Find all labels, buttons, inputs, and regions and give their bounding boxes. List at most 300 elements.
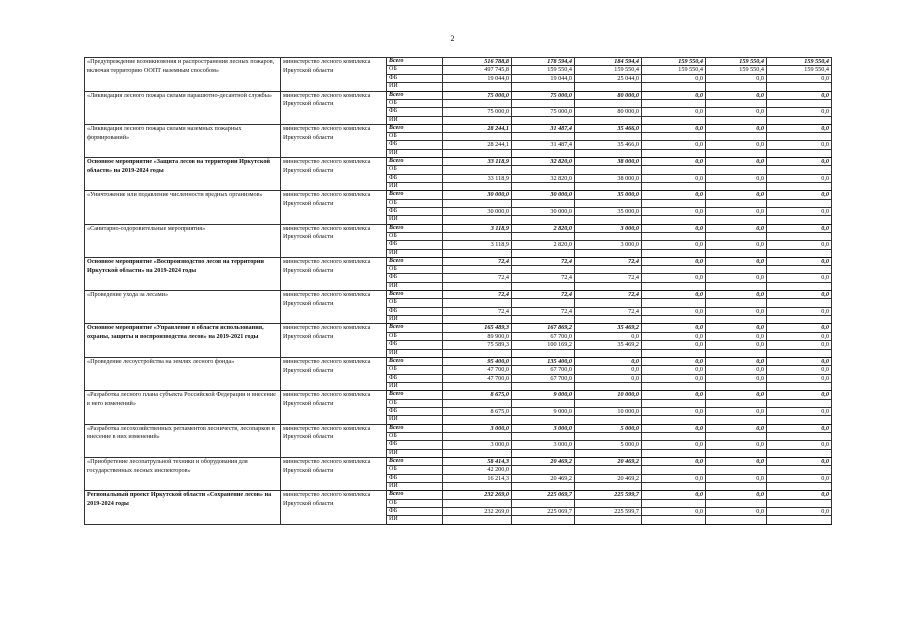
amount-cell: 20 469,2: [512, 474, 575, 482]
amount-cell: 0,0: [706, 507, 767, 515]
responsible-executor: министерство лесного комплекса Иркутской области: [281, 357, 387, 391]
responsible-executor: министерство лесного комплекса Иркутской области: [281, 257, 387, 290]
amount-cell: 0,0: [642, 108, 706, 116]
amount-cell: [706, 483, 767, 491]
amount-cell: 0,0: [642, 366, 706, 374]
amount-cell: 31 487,4: [512, 141, 575, 149]
funding-source: Всего: [387, 491, 443, 499]
amount-cell: [512, 266, 575, 274]
amount-cell: [767, 432, 832, 440]
amount-cell: [642, 399, 706, 407]
amount-cell: 167 869,2: [512, 324, 575, 332]
amount-cell: 0,0: [706, 324, 767, 332]
amount-cell: [642, 166, 706, 174]
amount-cell: 0,0: [575, 357, 642, 365]
table-row: [85, 158, 832, 166]
amount-cell: [642, 266, 706, 274]
amount-cell: 35 466,0: [575, 141, 642, 149]
amount-cell: 0,0: [767, 74, 832, 82]
amount-cell: 33 118,9: [443, 174, 512, 182]
amount-cell: [767, 249, 832, 257]
amount-cell: 0,0: [642, 274, 706, 282]
amount-cell: 0,0: [767, 257, 832, 265]
amount-cell: [642, 99, 706, 107]
amount-cell: [575, 466, 642, 474]
amount-cell: [443, 266, 512, 274]
measure-title: «Предупреждение возникновения и распространения лесных пожаров, включая территорию ООПТ наземным способом»: [85, 58, 281, 92]
amount-cell: [642, 199, 706, 207]
amount-cell: [642, 183, 706, 191]
amount-cell: [512, 249, 575, 257]
measure-title: Основное мероприятие «Защита лесов на территории Иркутской области» на 2019-2024 годы: [85, 158, 281, 191]
amount-cell: 0,0: [642, 457, 706, 465]
responsible-executor: министерство лесного комплекса Иркутской области: [281, 91, 387, 124]
amount-cell: 178 594,4: [512, 58, 575, 66]
amount-cell: 0,0: [767, 324, 832, 332]
amount-cell: [706, 466, 767, 474]
amount-cell: [767, 499, 832, 507]
measure-title: Региональный проект Иркутской области «Сохранение лесов» на 2019-2024 годы: [85, 491, 281, 524]
amount-cell: 0,0: [767, 207, 832, 215]
amount-cell: [767, 116, 832, 124]
responsible-executor: министерство лесного комплекса Иркутской области: [281, 424, 387, 457]
amount-cell: [575, 116, 642, 124]
measure-title: «Разработка лесного плана субъекта Российской Федерации и внесение в него изменений»: [85, 391, 281, 424]
amount-cell: [575, 316, 642, 324]
amount-cell: [767, 282, 832, 290]
funding-source: ФБ: [387, 141, 443, 149]
amount-cell: [512, 183, 575, 191]
amount-cell: 72,4: [443, 291, 512, 299]
amount-cell: 2 820,0: [512, 224, 575, 232]
amount-cell: [642, 216, 706, 224]
amount-cell: 0,0: [706, 191, 767, 199]
funding-source: Всего: [387, 457, 443, 465]
amount-cell: 0,0: [767, 158, 832, 166]
table-row: [85, 491, 832, 499]
amount-cell: [767, 316, 832, 324]
amount-cell: [706, 183, 767, 191]
table-row: [85, 391, 832, 399]
amount-cell: 0,0: [642, 91, 706, 99]
amount-cell: [575, 249, 642, 257]
amount-cell: [512, 149, 575, 157]
amount-cell: 0,0: [706, 366, 767, 374]
funding-source: ИИ: [387, 349, 443, 357]
amount-cell: [443, 383, 512, 391]
amount-cell: [706, 133, 767, 141]
amount-cell: 0,0: [767, 391, 832, 399]
amount-cell: [706, 199, 767, 207]
amount-cell: 10 000,0: [575, 407, 642, 415]
amount-cell: [706, 432, 767, 440]
amount-cell: 20 469,2: [575, 457, 642, 465]
amount-cell: [575, 133, 642, 141]
amount-cell: 497 745,8: [443, 66, 512, 74]
funding-source: Всего: [387, 424, 443, 432]
amount-cell: [706, 399, 767, 407]
amount-cell: [767, 349, 832, 357]
amount-cell: 0,0: [642, 407, 706, 415]
amount-cell: 0,0: [706, 332, 767, 340]
funding-source: ИИ: [387, 282, 443, 290]
amount-cell: 0,0: [642, 307, 706, 315]
amount-cell: [575, 383, 642, 391]
amount-cell: 0,0: [575, 374, 642, 382]
amount-cell: [575, 449, 642, 457]
amount-cell: 0,0: [642, 474, 706, 482]
funding-source: Всего: [387, 257, 443, 265]
amount-cell: [575, 416, 642, 424]
amount-cell: 0,0: [575, 366, 642, 374]
funding-source: ФБ: [387, 174, 443, 182]
amount-cell: 0,0: [767, 141, 832, 149]
amount-cell: [443, 483, 512, 491]
amount-cell: 0,0: [642, 124, 706, 132]
amount-cell: 72,4: [512, 274, 575, 282]
amount-cell: 95 400,0: [443, 357, 512, 365]
amount-cell: 0,0: [706, 124, 767, 132]
amount-cell: [706, 516, 767, 524]
amount-cell: [443, 349, 512, 357]
amount-cell: 0,0: [767, 191, 832, 199]
table-body: [85, 58, 832, 525]
amount-cell: 58 414,3: [443, 457, 512, 465]
amount-cell: 0,0: [706, 357, 767, 365]
funding-source: ФБ: [387, 474, 443, 482]
amount-cell: [642, 483, 706, 491]
amount-cell: 0,0: [642, 324, 706, 332]
amount-cell: 0,0: [706, 141, 767, 149]
amount-cell: [512, 516, 575, 524]
amount-cell: 0,0: [642, 424, 706, 432]
funding-source: ФБ: [387, 274, 443, 282]
responsible-executor: министерство лесного комплекса Иркутской области: [281, 324, 387, 358]
amount-cell: [706, 166, 767, 174]
amount-cell: [575, 399, 642, 407]
amount-cell: [443, 282, 512, 290]
amount-cell: 35 469,2: [575, 341, 642, 349]
measure-title: «Проведение ухода за лесами»: [85, 291, 281, 324]
amount-cell: [642, 149, 706, 157]
amount-cell: 72,4: [575, 274, 642, 282]
amount-cell: [575, 232, 642, 240]
funding-source: Всего: [387, 324, 443, 332]
amount-cell: [443, 166, 512, 174]
amount-cell: 19 044,0: [512, 74, 575, 82]
amount-cell: 0,0: [767, 307, 832, 315]
amount-cell: 89 900,0: [443, 332, 512, 340]
amount-cell: [767, 516, 832, 524]
amount-cell: 5 000,0: [575, 441, 642, 449]
amount-cell: [642, 299, 706, 307]
amount-cell: [512, 499, 575, 507]
amount-cell: [443, 249, 512, 257]
amount-cell: [512, 399, 575, 407]
amount-cell: 0,0: [706, 91, 767, 99]
responsible-executor: министерство лесного комплекса Иркутской области: [281, 291, 387, 324]
amount-cell: 0,0: [642, 357, 706, 365]
amount-cell: [512, 232, 575, 240]
funding-source: Всего: [387, 224, 443, 232]
amount-cell: [512, 383, 575, 391]
funding-source: Всего: [387, 158, 443, 166]
funding-source: ИИ: [387, 249, 443, 257]
amount-cell: [642, 116, 706, 124]
funding-source: ОБ: [387, 499, 443, 507]
amount-cell: 3 000,0: [443, 441, 512, 449]
measure-title: «Уничтожение или подавление численности вредных организмов»: [85, 191, 281, 224]
amount-cell: 0,0: [767, 357, 832, 365]
amount-cell: 3 000,0: [443, 424, 512, 432]
funding-source: ФБ: [387, 407, 443, 415]
funding-source: ИИ: [387, 83, 443, 91]
amount-cell: [443, 516, 512, 524]
amount-cell: [767, 483, 832, 491]
amount-cell: 30 000,0: [443, 191, 512, 199]
amount-cell: [443, 183, 512, 191]
amount-cell: 0,0: [706, 491, 767, 499]
amount-cell: [767, 199, 832, 207]
funding-source: ФБ: [387, 74, 443, 82]
responsible-executor: министерство лесного комплекса Иркутской области: [281, 191, 387, 224]
amount-cell: [642, 316, 706, 324]
amount-cell: [512, 483, 575, 491]
amount-cell: 0,0: [767, 407, 832, 415]
funding-source: ОБ: [387, 432, 443, 440]
amount-cell: 159 550,4: [706, 58, 767, 66]
funding-source: Всего: [387, 391, 443, 399]
funding-source: Всего: [387, 357, 443, 365]
amount-cell: 0,0: [642, 224, 706, 232]
amount-cell: 0,0: [706, 108, 767, 116]
amount-cell: 232 269,0: [443, 491, 512, 499]
funding-source: ИИ: [387, 483, 443, 491]
funding-source: ИИ: [387, 516, 443, 524]
amount-cell: [575, 516, 642, 524]
amount-cell: 75 000,0: [512, 91, 575, 99]
amount-cell: 3 000,0: [575, 224, 642, 232]
amount-cell: 47 700,0: [443, 366, 512, 374]
amount-cell: [767, 166, 832, 174]
amount-cell: 72,4: [512, 257, 575, 265]
amount-cell: 2 820,0: [512, 241, 575, 249]
responsible-executor: министерство лесного комплекса Иркутской области: [281, 124, 387, 157]
amount-cell: [767, 399, 832, 407]
amount-cell: 0,0: [642, 158, 706, 166]
amount-cell: 0,0: [706, 207, 767, 215]
amount-cell: [706, 383, 767, 391]
amount-cell: [443, 499, 512, 507]
amount-cell: 35 469,2: [575, 324, 642, 332]
amount-cell: [706, 232, 767, 240]
amount-cell: [443, 83, 512, 91]
amount-cell: 159 550,4: [706, 66, 767, 74]
amount-cell: 0,0: [642, 332, 706, 340]
amount-cell: [642, 499, 706, 507]
amount-cell: [642, 449, 706, 457]
funding-source: ОБ: [387, 332, 443, 340]
amount-cell: 3 118,9: [443, 241, 512, 249]
amount-cell: [443, 432, 512, 440]
measure-title: «Приобретение лесопатрульной техники и оборудования для государственных лесных инспекторов»: [85, 457, 281, 491]
measure-title: «Ликвидация лесного пожара силами наземных пожарных формирований»: [85, 124, 281, 157]
amount-cell: [642, 349, 706, 357]
funding-source: Всего: [387, 124, 443, 132]
amount-cell: [575, 499, 642, 507]
amount-cell: 67 700,0: [512, 374, 575, 382]
amount-cell: 10 000,0: [575, 391, 642, 399]
amount-cell: [706, 299, 767, 307]
amount-cell: 30 000,0: [443, 207, 512, 215]
amount-cell: [575, 83, 642, 91]
amount-cell: 232 269,0: [443, 507, 512, 515]
amount-cell: 72,4: [443, 257, 512, 265]
table-row: [85, 191, 832, 199]
amount-cell: 42 200,0: [443, 466, 512, 474]
table-row: [85, 257, 832, 265]
amount-cell: [706, 266, 767, 274]
amount-cell: [443, 149, 512, 157]
amount-cell: 75 000,0: [443, 91, 512, 99]
amount-cell: 225 069,7: [512, 491, 575, 499]
amount-cell: 0,0: [706, 407, 767, 415]
measure-title: Основное мероприятие «Управление в области использования, охраны, защиты и воспроизводства лесов» на 2019-2021 годы: [85, 324, 281, 358]
responsible-executor: министерство лесного комплекса Иркутской области: [281, 457, 387, 491]
amount-cell: [575, 149, 642, 157]
funding-source: ОБ: [387, 99, 443, 107]
amount-cell: [512, 316, 575, 324]
amount-cell: [512, 199, 575, 207]
amount-cell: 0,0: [575, 332, 642, 340]
amount-cell: 0,0: [706, 257, 767, 265]
amount-cell: [767, 416, 832, 424]
amount-cell: 75 000,0: [443, 108, 512, 116]
amount-cell: 0,0: [706, 474, 767, 482]
funding-source: ИИ: [387, 216, 443, 224]
amount-cell: 159 550,4: [767, 66, 832, 74]
amount-cell: 0,0: [767, 441, 832, 449]
amount-cell: 75 589,3: [443, 341, 512, 349]
amount-cell: 0,0: [642, 491, 706, 499]
amount-cell: [642, 432, 706, 440]
amount-cell: 38 000,0: [575, 158, 642, 166]
amount-cell: [642, 249, 706, 257]
amount-cell: 72,4: [575, 307, 642, 315]
amount-cell: 165 489,3: [443, 324, 512, 332]
funding-source: ОБ: [387, 133, 443, 141]
page-number: 2: [450, 34, 455, 43]
amount-cell: [512, 216, 575, 224]
amount-cell: 35 466,0: [575, 124, 642, 132]
funding-source: ОБ: [387, 166, 443, 174]
amount-cell: 0,0: [767, 224, 832, 232]
amount-cell: 0,0: [706, 224, 767, 232]
funding-source: ИИ: [387, 383, 443, 391]
responsible-executor: министерство лесного комплекса Иркутской области: [281, 491, 387, 524]
measure-title: «Санитарно-оздоровительные мероприятия»: [85, 224, 281, 257]
amount-cell: [443, 416, 512, 424]
amount-cell: 72,4: [575, 291, 642, 299]
amount-cell: 5 000,0: [575, 424, 642, 432]
table-row: [85, 357, 832, 365]
amount-cell: 9 000,0: [512, 391, 575, 399]
amount-cell: 0,0: [767, 491, 832, 499]
amount-cell: 0,0: [642, 191, 706, 199]
amount-cell: 100 169,2: [512, 341, 575, 349]
amount-cell: 0,0: [767, 457, 832, 465]
amount-cell: 516 788,8: [443, 58, 512, 66]
financing-table: [84, 57, 832, 525]
amount-cell: 35 000,0: [575, 191, 642, 199]
amount-cell: 0,0: [642, 174, 706, 182]
measure-title: Основное мероприятие «Воспроизводство лесов на территории Иркутской области» на 2019-2024 годы: [85, 257, 281, 290]
amount-cell: [512, 282, 575, 290]
measure-title: «Ликвидация лесного пожара силами парашютно-десантной службы»: [85, 91, 281, 124]
amount-cell: [642, 516, 706, 524]
amount-cell: 72,4: [512, 307, 575, 315]
table-row: [85, 424, 832, 432]
funding-source: ОБ: [387, 232, 443, 240]
amount-cell: [512, 116, 575, 124]
amount-cell: 8 675,0: [443, 391, 512, 399]
funding-source: ИИ: [387, 116, 443, 124]
amount-cell: [575, 483, 642, 491]
amount-cell: [767, 216, 832, 224]
amount-cell: [767, 99, 832, 107]
amount-cell: 72,4: [512, 291, 575, 299]
amount-cell: 0,0: [642, 241, 706, 249]
amount-cell: 28 244,1: [443, 141, 512, 149]
amount-cell: 0,0: [642, 374, 706, 382]
amount-cell: 19 044,0: [443, 74, 512, 82]
amount-cell: 225 599,7: [575, 507, 642, 515]
amount-cell: 72,4: [575, 257, 642, 265]
responsible-executor: министерство лесного комплекса Иркутской области: [281, 58, 387, 92]
measure-title: «Разработка лесохозяйственных регламентов лесничеств, лесопарков и внесение в них изменений»: [85, 424, 281, 457]
measure-title: «Проведение лесоустройства на землях лесного фонда»: [85, 357, 281, 391]
amount-cell: 31 487,4: [512, 124, 575, 132]
amount-cell: [767, 149, 832, 157]
amount-cell: 0,0: [706, 391, 767, 399]
funding-source: ОБ: [387, 466, 443, 474]
amount-cell: [767, 232, 832, 240]
table-row: [85, 457, 832, 465]
amount-cell: 0,0: [706, 274, 767, 282]
amount-cell: 0,0: [767, 474, 832, 482]
funding-source: ИИ: [387, 316, 443, 324]
amount-cell: [642, 383, 706, 391]
funding-source: Всего: [387, 191, 443, 199]
amount-cell: 67 700,0: [512, 332, 575, 340]
amount-cell: [512, 449, 575, 457]
amount-cell: 3 000,0: [512, 424, 575, 432]
amount-cell: [706, 316, 767, 324]
amount-cell: [642, 133, 706, 141]
amount-cell: 16 214,3: [443, 474, 512, 482]
funding-source: ИИ: [387, 416, 443, 424]
amount-cell: [706, 449, 767, 457]
amount-cell: 0,0: [767, 274, 832, 282]
responsible-executor: министерство лесного комплекса Иркутской области: [281, 158, 387, 191]
funding-source: ОБ: [387, 199, 443, 207]
amount-cell: 0,0: [642, 441, 706, 449]
amount-cell: 0,0: [706, 374, 767, 382]
amount-cell: 0,0: [706, 341, 767, 349]
amount-cell: 0,0: [642, 391, 706, 399]
amount-cell: 72,4: [443, 307, 512, 315]
amount-cell: [706, 249, 767, 257]
